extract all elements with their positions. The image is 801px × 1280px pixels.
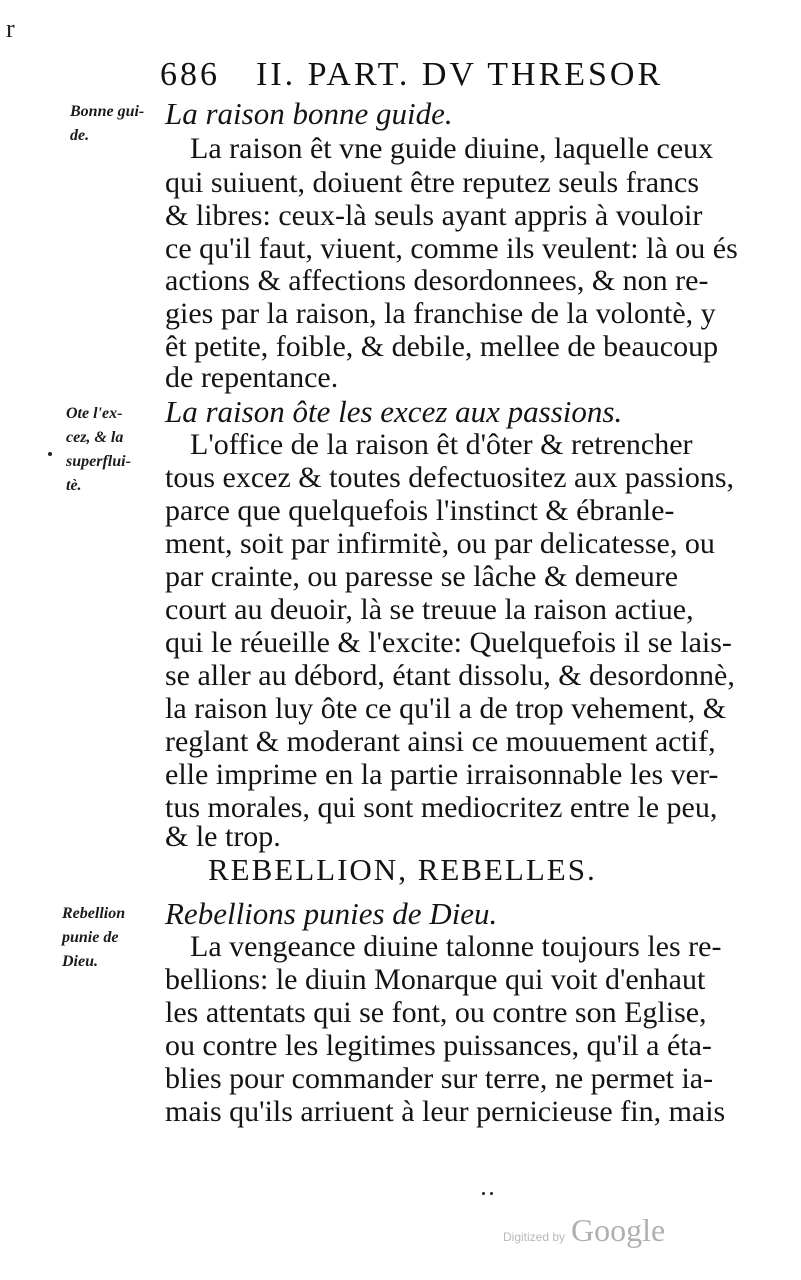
body-line: La raison êt vne guide diuine, laquelle ceux [190, 132, 714, 165]
margin-note-line: tè. [66, 477, 82, 494]
body-line: gies par la raison, la franchise de la volontè, y [165, 297, 716, 330]
margin-note-line: Rebellion [62, 905, 126, 922]
google-logo: Google [571, 1212, 666, 1248]
body-line: actions & affections desordonnees, & non re- [165, 264, 709, 297]
body-line: court au deuoir, là se treuue la raison actiue, [165, 593, 694, 626]
body-line: reglant & moderant ainsi ce mouuement actif, [165, 725, 716, 758]
stray-mark: r [6, 14, 15, 43]
body-line: qui le réueille & l'excite: Quelquefois il se lais- [165, 626, 732, 659]
running-header [160, 56, 663, 94]
body-line: ment, soit par infirmitè, ou par delicatesse, ou [165, 527, 715, 560]
margin-note-bonne-guide [70, 100, 144, 148]
subheading-rebellions-punies: Rebellions punies de Dieu. [165, 896, 498, 931]
margin-note-line: Bonne gui- [70, 103, 145, 120]
margin-note-ote-excez [66, 402, 131, 498]
margin-note-line: superflui- [66, 453, 131, 470]
running-title: II. PART. DV THRESOR [256, 56, 664, 93]
body-line: La vengeance diuine talonne toujours les re- [190, 930, 722, 963]
watermark-prefix: Digitized by [503, 1230, 566, 1244]
body-line: bellions: le diuin Monarque qui voit d'enhaut [165, 963, 706, 996]
body-line: & libres: ceux-là seuls ayant appris à vouloir [165, 199, 703, 232]
body-line: tus morales, qui sont mediocritez entre le peu, [165, 791, 718, 824]
body-line: qui suiuent, doiuent être reputez seuls francs [165, 166, 699, 199]
subheading-raison-ote-excez: La raison ôte les excez aux passions. [165, 394, 623, 429]
body-line: de repentance. [165, 361, 339, 394]
subheading-raison-bonne-guide: La raison bonne guide. [165, 96, 453, 131]
body-line: ce qu'il faut, viuent, comme ils veulent: là ou és [165, 232, 738, 265]
body-line: mais qu'ils arriuent à leur pernicieuse fin, mais [165, 1095, 726, 1128]
body-line: L'office de la raison êt d'ôter & retrencher [190, 428, 693, 461]
margin-note-line: Ote l'ex- [66, 405, 123, 422]
ink-dot [48, 452, 52, 456]
margin-note-line: punie de [62, 929, 119, 946]
body-line: tous excez & toutes defectuositez aux passions, [165, 461, 735, 494]
body-line: parce que quelquefois l'instinct & ébranle- [165, 494, 675, 527]
body-line: blies pour commander sur terre, ne permet ia- [165, 1062, 714, 1095]
margin-note-line: cez, & la [66, 429, 124, 446]
ink-dot [490, 1192, 493, 1195]
body-line: la raison luy ôte ce qu'il a de trop vehement, & [165, 692, 727, 725]
body-line: êt petite, foible, & debile, mellee de beaucoup [165, 330, 719, 363]
margin-note-rebellion [62, 902, 125, 974]
body-line: ou contre les legitimes puissances, qu'il a éta- [165, 1029, 712, 1062]
margin-note-line: de. [70, 127, 90, 144]
body-line: par crainte, ou paresse se lâche & demeure [165, 560, 679, 593]
body-line: les attentats qui se font, ou contre son Eglise, [165, 996, 707, 1029]
page-number: 686 [160, 56, 220, 93]
ink-dot [482, 1192, 485, 1195]
margin-note-line: Dieu. [62, 953, 98, 970]
section-title-rebellion: REBELLION, REBELLES. [208, 852, 597, 887]
body-line: & le trop. [165, 820, 281, 853]
body-line: se aller au débord, étant dissolu, & desordonnè, [165, 659, 735, 692]
body-line: elle imprime en la partie irraisonnable les ver- [165, 758, 719, 791]
google-watermark [503, 1212, 665, 1249]
